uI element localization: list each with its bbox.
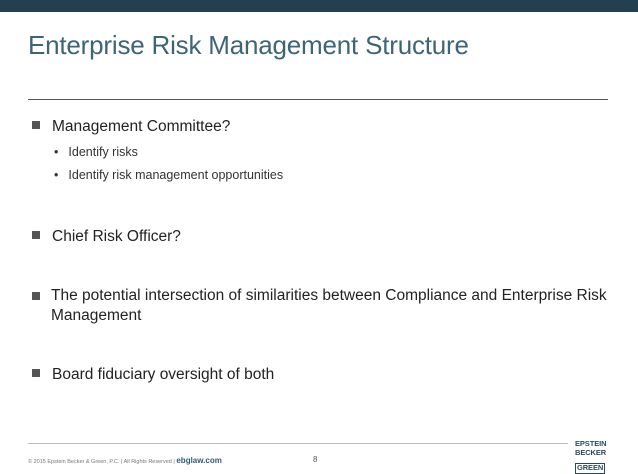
sub-bullet-item: [54, 145, 138, 159]
title-divider: [28, 99, 608, 100]
website-link[interactable]: ebglaw.com: [176, 456, 222, 465]
footer-divider: [28, 443, 568, 444]
footer-copyright: [28, 456, 222, 465]
logo-line-2: BECKER: [575, 447, 607, 457]
square-bullet-icon: [32, 231, 40, 239]
bullet-text: The potential intersection of similarities between Compliance and Enterprise Risk Management: [51, 287, 607, 324]
bullet-item: [32, 118, 230, 136]
bullet-item: [32, 366, 274, 384]
bullet-item: [32, 228, 181, 246]
page-number: 8: [313, 455, 318, 464]
logo-line-1: EPSTEIN: [575, 439, 607, 448]
square-bullet-icon: [32, 121, 40, 129]
bullet-item: [32, 286, 607, 326]
copyright-text: © 2015 Epstein Becker & Green, P.C. | All Rights Reserved |: [28, 459, 175, 465]
square-bullet-icon: [32, 292, 40, 300]
logo-line-3: GREEN: [577, 463, 604, 472]
bullet-text: Management Committee?: [52, 118, 231, 135]
bullet-text: Board fiduciary oversight of both: [52, 366, 275, 383]
sub-bullet-text: Identify risk management opportunities: [68, 168, 284, 182]
top-color-band: [0, 0, 638, 12]
sub-bullet-item: [54, 168, 283, 182]
dot-bullet-icon: •: [54, 145, 59, 159]
square-bullet-icon: [32, 369, 40, 377]
bullet-text: Chief Risk Officer?: [52, 228, 181, 245]
dot-bullet-icon: •: [54, 168, 59, 182]
sub-bullet-text: Identify risks: [68, 145, 138, 159]
firm-logo: [575, 440, 611, 470]
slide-title: Enterprise Risk Management Structure: [28, 30, 469, 60]
